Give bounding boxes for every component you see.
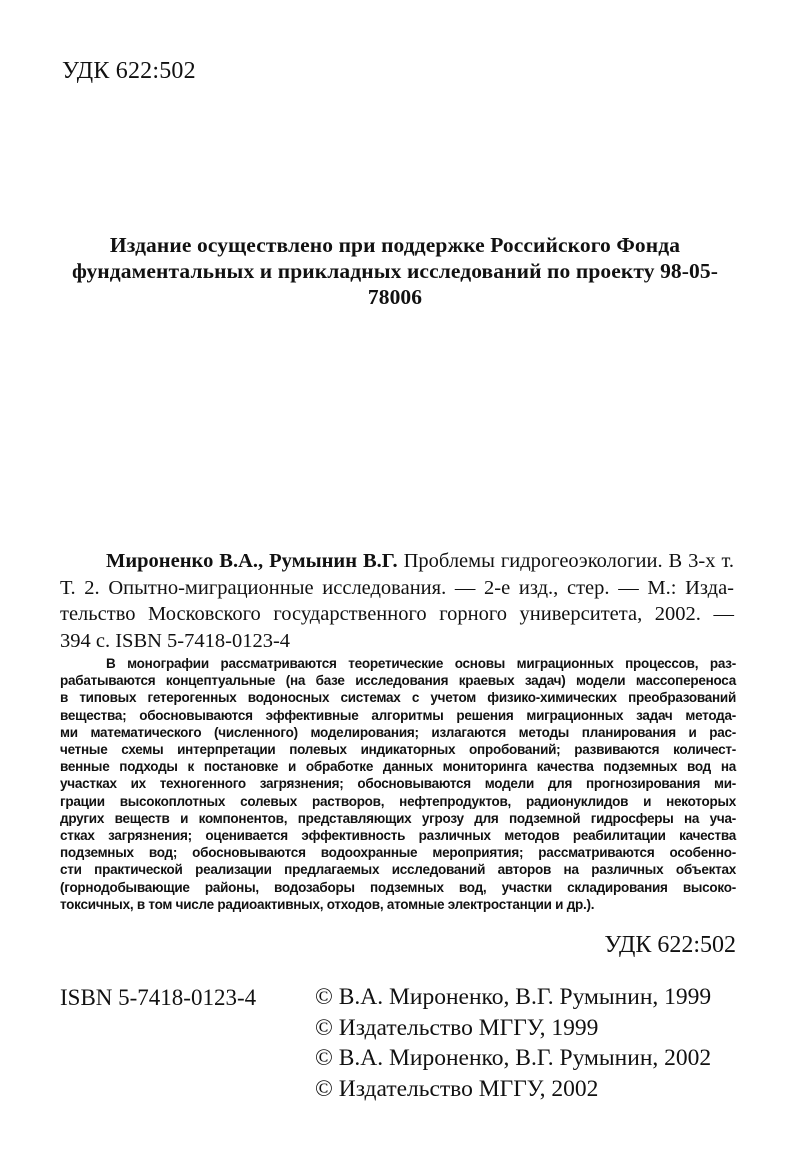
copyright-line: © Издательство МГГУ, 1999 bbox=[315, 1014, 599, 1041]
biblio-authors: Мироненко В.А., Румынин В.Г. bbox=[106, 550, 398, 572]
abstract-line: венные подходы к постановке и обработке данных мониторинга качества подземных вод на bbox=[60, 759, 736, 775]
abstract-line: (горнодобывающие районы, водозаборы подземных вод, участки складирования высоко- bbox=[60, 879, 736, 895]
abstract-line: токсичных, в том числе радиоактивных, отходов, атомные электростанции и др.). bbox=[60, 896, 595, 912]
isbn-code: ISBN 5-7418-0123-4 bbox=[60, 985, 257, 1010]
abstract-line: рабатываются концептуальные (на базе исследования краевых задач) модели массопереноса bbox=[60, 673, 736, 689]
funding-notice-line-1: Издание осуществлено при поддержке Российского Фонда bbox=[109, 233, 681, 257]
biblio-title: Проблемы гидрогеоэкологии. В 3-х т. bbox=[397, 550, 734, 572]
udk-code-top: УДК 622:502 bbox=[62, 58, 196, 84]
funding-notice bbox=[55, 232, 735, 310]
abstract-line: других веществ и компонентов, представляющих угрозу для подземной гидросферы на уча- bbox=[60, 810, 736, 826]
abstract-line: в типовых гетерогенных водоносных системах с учетом физико-химических преобразований bbox=[60, 690, 736, 706]
abstract-line: участках их техногенного загрязнения; обосновываются модели для прогнозирования ми- bbox=[60, 776, 736, 792]
copyright-line: © В.А. Мироненко, В.Г. Румынин, 2002 bbox=[315, 1045, 712, 1071]
biblio-line-4: 394 с. ISBN 5-7418-0123-4 bbox=[60, 629, 291, 652]
abstract-line: грации высокоплотных солевых растворов, нефтепродуктов, радионуклидов и некоторых bbox=[60, 793, 736, 809]
copyright-line: © Издательство МГГУ, 2002 bbox=[315, 1075, 599, 1102]
abstract-line: вещества; обосновываются эффективные алгоритмы решения миграционных задач метода- bbox=[60, 707, 736, 723]
abstract-line: стках загрязнения; оценивается эффективность различных методов реабилитации качества bbox=[60, 828, 736, 844]
abstract bbox=[60, 655, 736, 913]
copyright-block bbox=[315, 982, 711, 1104]
abstract-line: сти практической реализации предлагаемых исследований авторов на различных объектах bbox=[60, 862, 736, 878]
biblio-line-1 bbox=[60, 548, 734, 575]
funding-notice-line-2: фундаментальных и прикладных исследований по проекту 98-05-78006 bbox=[72, 259, 718, 309]
abstract-line: подземных вод; обосновываются водоохранные мероприятия; рассматриваются особенно- bbox=[60, 845, 736, 861]
bibliographic-record bbox=[60, 548, 734, 654]
udk-code-bottom: УДК 622:502 bbox=[604, 932, 736, 958]
abstract-line: ми математического (численного) моделирования; излагаются методы планирования и рас- bbox=[60, 724, 736, 740]
abstract-line: В монографии рассматриваются теоретические основы миграционных процессов, раз- bbox=[106, 656, 736, 671]
copyright-line: © В.А. Мироненко, В.Г. Румынин, 1999 bbox=[315, 984, 712, 1010]
abstract-line: четные схемы интерпретации полевых индикаторных опробований; развиваются количест- bbox=[60, 742, 736, 758]
biblio-line-3: тельство Московского государственного горного университета, 2002. — bbox=[60, 603, 734, 625]
biblio-line-2: Т. 2. Опытно-миграционные исследования. — 2-е изд., стер. — М.: Изда- bbox=[60, 576, 734, 599]
